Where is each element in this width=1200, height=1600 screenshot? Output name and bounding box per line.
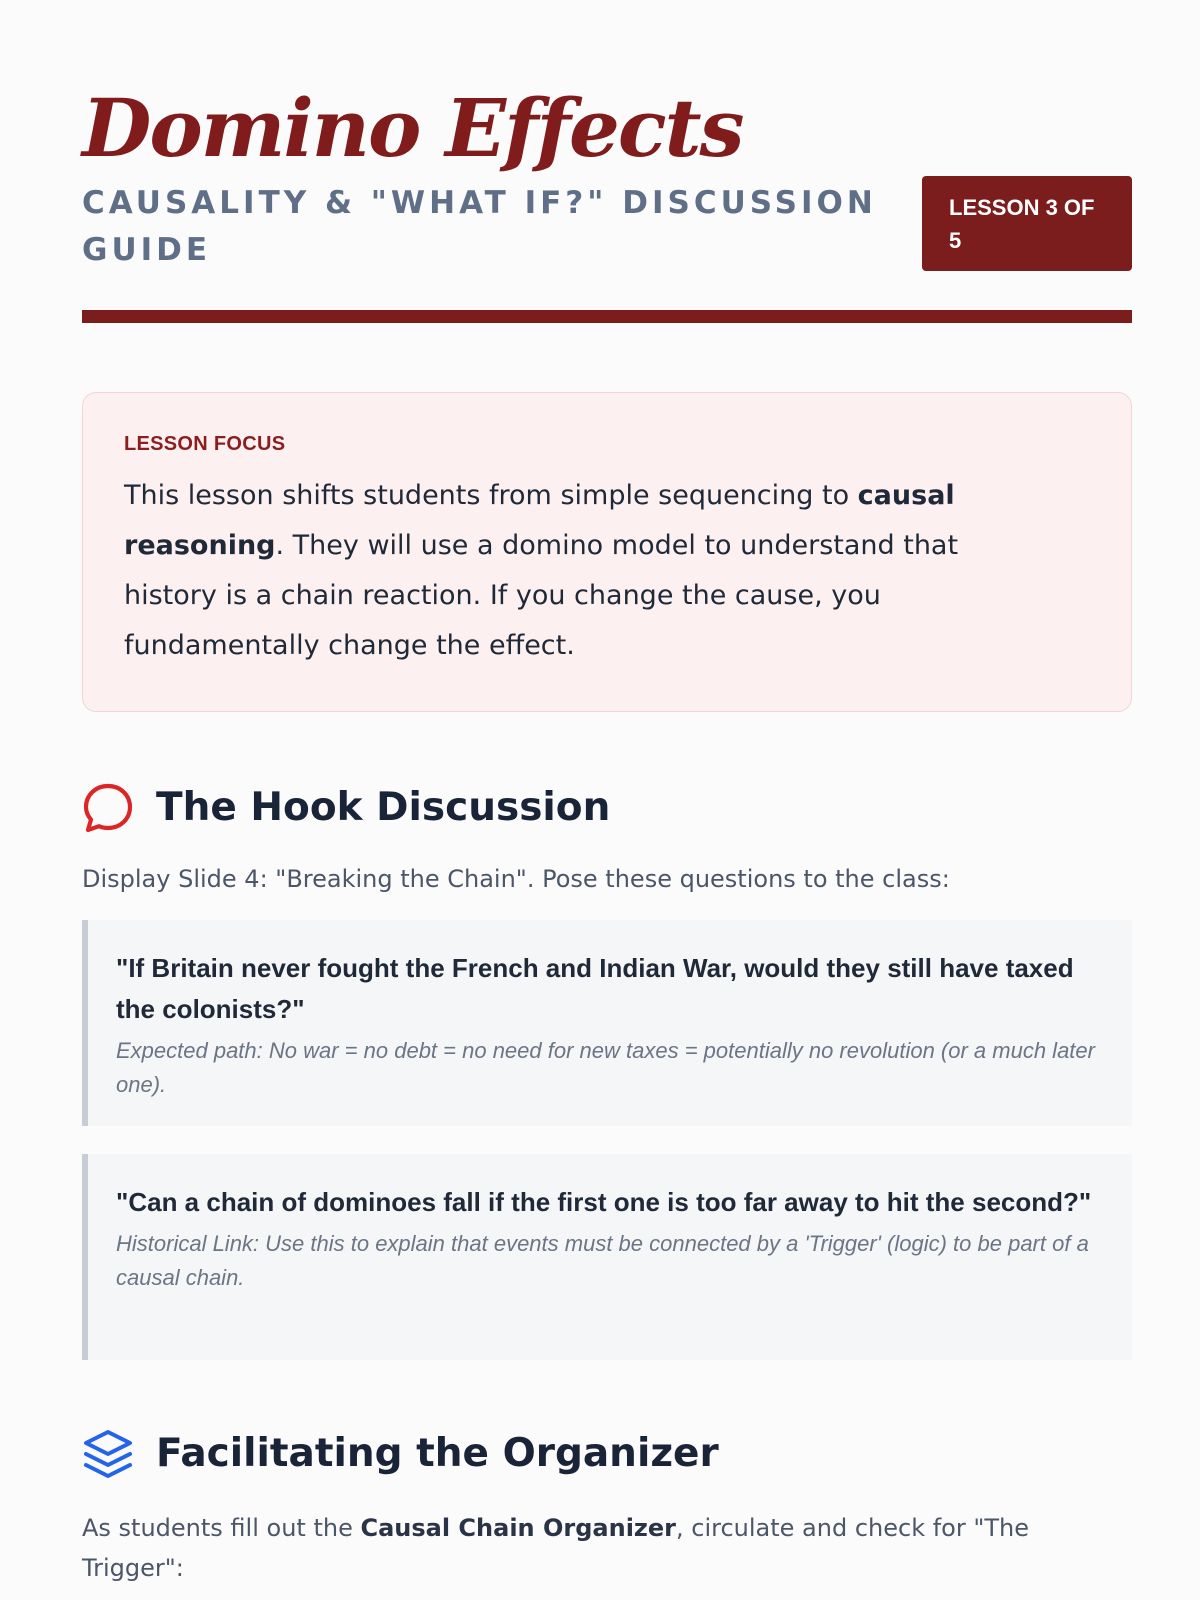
discussion-question-card [82,920,1132,1126]
layers-icon [82,1428,134,1480]
hook-intro: Display Slide 4: "Breaking the Chain". Pose these questions to the class: [82,865,950,893]
lesson-focus-text [124,471,1024,671]
header-divider [82,310,1132,323]
lesson-focus-label: LESSON FOCUS [124,433,286,455]
organizer-intro-part: As students fill out the [82,1514,361,1542]
page-title: Domino Effects [82,81,743,175]
hook-section-title: The Hook Discussion [156,785,611,830]
organizer-intro-bold: Causal Chain Organizer [360,1514,676,1542]
question-note: Expected path: No war = no debt = no need for new taxes = potentially no revolution (or a much later one). [116,1038,1095,1097]
hook-section-header [82,782,610,834]
organizer-section-title: Facilitating the Organizer [156,1431,719,1476]
discussion-question: "Can a chain of dominoes fall if the first one is too far away to hit the second?" [116,1187,1092,1217]
question-note: Historical Link: Use this to explain that events must be connected by a 'Trigger' (logic) to be part of a causal chain. [116,1231,1089,1290]
page-subtitle: CAUSALITY & "WHAT IF?" DISCUSSION GUIDE [82,185,877,268]
lesson-focus-box [82,392,1132,712]
speech-bubble-icon [82,782,134,834]
organizer-section-header [82,1428,719,1480]
lesson-badge: LESSON 3 OF 5 [922,176,1132,271]
focus-text-part: . They will use a domino model to understand that history is a chain reaction. If you change the cause, you fundamentally change the effect. [124,530,959,661]
page-header [82,80,1132,268]
organizer-intro [82,1508,1132,1588]
focus-text-bold: causal reasoning [124,480,955,561]
organizer-intro-part: , circulate and check for "The Trigger": [82,1514,1030,1582]
focus-text-part: This lesson shifts students from simple sequencing to [124,480,858,511]
discussion-question: "If Britain never fought the French and Indian War, would they still have taxed the colonists?" [116,953,1074,1024]
discussion-question-card [82,1154,1132,1360]
